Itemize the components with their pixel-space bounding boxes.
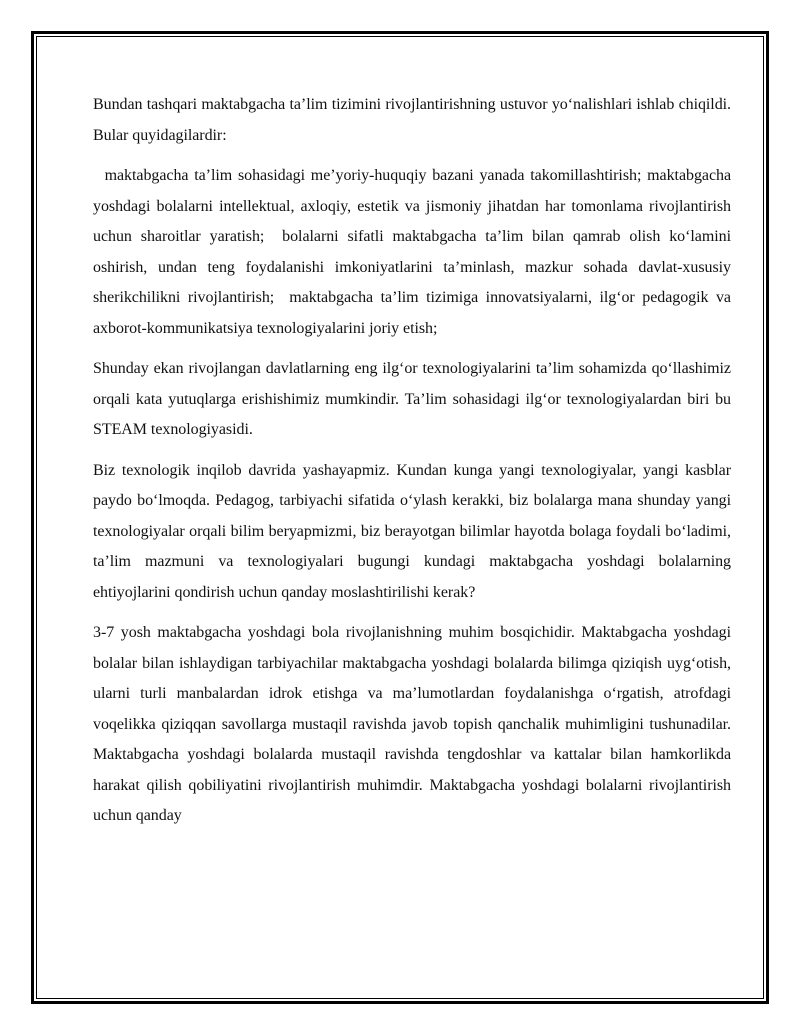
- paragraph-tech-revolution: Biz texnologik inqilob davrida yashayapmiz. Kundan kunga yangi texnologiyalar, yangi kasblar paydo bo‘lmoqda. Pedagog, tarbiyachi sifatida o‘ylash kerakki, biz bolalarga mana shunday yangi texnologiyalar orqali bilim beryapmizmi, biz berayotgan bilimlar hayotda bolaga foydali bo‘ladimi, ta’lim mazmuni va texnologiyalari bugungi kundagi maktabgacha yoshdagi bolalarning ehtiyojlarini qondirish uchun qanday moslashtirilishi kerak?: [93, 461, 731, 601]
- paragraph-preschool-age: 3-7 yosh maktabgacha yoshdagi bola rivojlanishning muhim bosqichidir. Maktabgacha yoshdagi bolalar bilan ishlaydigan tarbiyachilar maktabgacha yoshdagi bolalarda bilimga qiziqish uyg‘otish, ularni turli manbalardan idrok etishga va ma’lumotlardan foydalanishga o‘rgatish, atrofdagi voqelikka qiziqqan savollarga mustaqil ravishda javob topish qanchalik muhimligini tushunadilar. Maktabgacha yoshdagi bolalarda mustaqil ravishda tengdoshlar va kattalar bilan hamkorlikda harakat qilish qobiliyatini rivojlantirish muhimdir. Maktabgacha yoshdagi bolalarni rivojlantirish uchun qanday: [93, 624, 731, 824]
- paragraph-intro: Bundan tashqari maktabgacha ta’lim tizimini rivojlantirishning ustuvor yo‘nalishlari ishlab chiqildi. Bular quyidagilardir:: [93, 96, 731, 144]
- paragraph-steam: Shunday ekan rivojlangan davlatlarning eng ilg‘or texnologiyalarini ta’lim sohamizda qo‘llashimiz orqali kata yutuqlarga erishishimiz mumkindir. Ta’lim sohasidagi ilg‘or texnologiyalardan biri bu STEAM texnologiyasidi.: [93, 360, 731, 438]
- paragraph-priorities: maktabgacha ta’lim sohasidagi me’yoriy-huquqiy bazani yanada takomillashtirish; maktabgacha yoshdagi bolalarni intellektual, axloqiy, estetik va jismoniy jihatdan har tomonlama rivojlantirish uchun sharoitlar yaratish; bolalarni sifatli maktabgacha ta’lim bilan qamrab olish ko‘lamini oshirish, undan teng foydalanishi imkoniyatlarini ta’minlash, mazkur sohada davlat-xususiy sherikchilikni rivojlantirish; maktabgacha ta’lim tizimiga innovatsiyalarni, ilg‘or pedagogik va axborot-kommunikatsiya texnologiyalarini joriy etish;: [93, 167, 731, 337]
- document-body: [93, 90, 731, 960]
